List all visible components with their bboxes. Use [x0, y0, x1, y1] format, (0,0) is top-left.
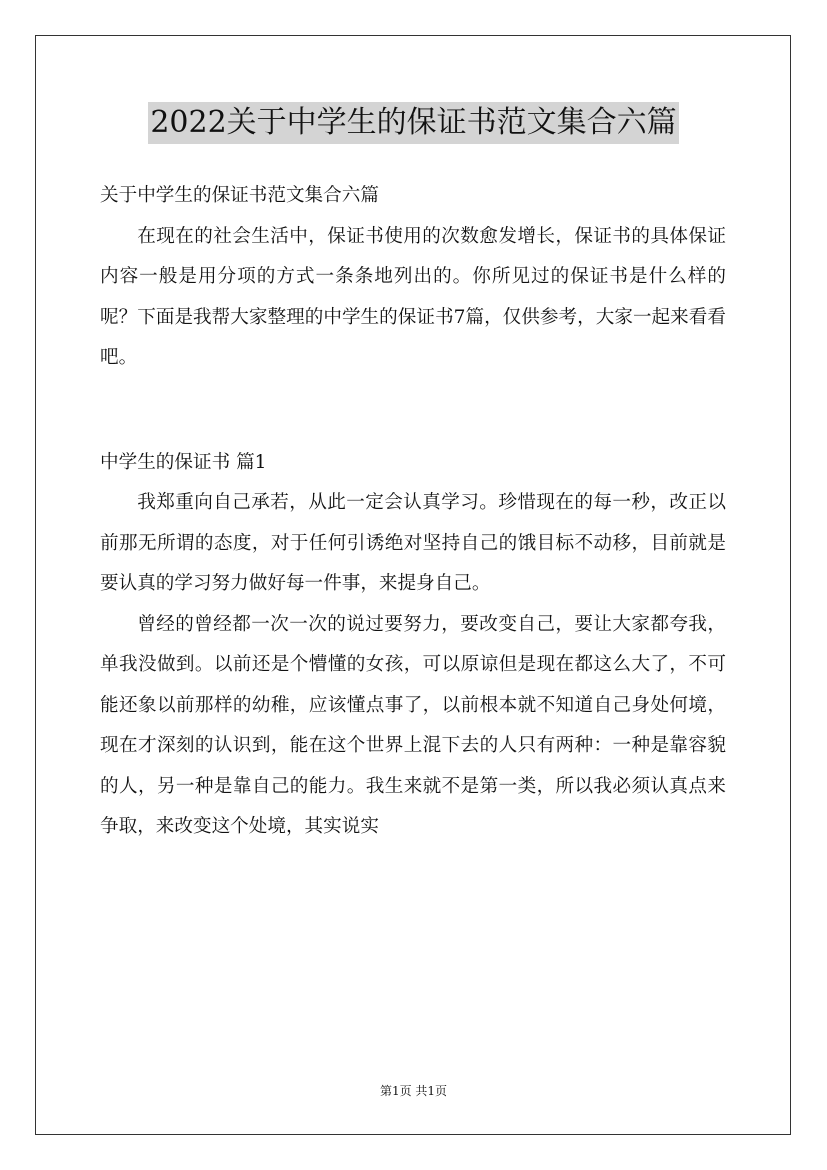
section-heading: 中学生的保证书 篇1: [100, 451, 267, 473]
body-paragraph-1: 我郑重向自己承若，从此一定会认真学习。珍惜现在的每一秒，改正以前那无所谓的态度，对于任何引诱绝对坚持自己的饿目标不动移，目前就是要认真的学习努力做好每一件事，来提身自己。: [100, 492, 726, 594]
section-spacer: [100, 379, 726, 443]
document-subtitle: 关于中学生的保证书范文集合六篇: [100, 185, 379, 206]
document-title: 2022关于中学生的保证书范文集合六篇: [148, 102, 678, 144]
title-container: [0, 102, 827, 144]
document-body: [100, 176, 726, 848]
intro-paragraph: 在现在的社会生活中，保证书使用的次数愈发增长，保证书的具体保证内容一般是用分项的方式一条条地列出的。你所见过的保证书是什么样的呢？下面是我帮大家整理的中学生的保证书7篇，仅供参考，大家一起来看看吧。: [100, 225, 726, 368]
body-paragraph-2: 曾经的曾经都一次一次的说过要努力，要改变自己，要让大家都夸我，单我没做到。以前还是个懵懂的女孩，可以原谅但是现在都这么大了，不可能还象以前那样的幼稚，应该懂点事了，以前根本就不知道自己身处何境，现在才深刻的认识到，能在这个世界上混下去的人只有两种：一种是靠容貌的人，另一种是靠自己的能力。我生来就不是第一类，所以我必须认真点来争取，来改变这个处境，其实说实: [100, 613, 726, 837]
page-footer: 第1页 共1页: [379, 1084, 448, 1098]
